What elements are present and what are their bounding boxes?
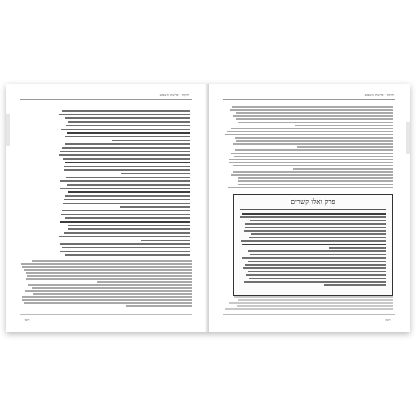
text-line [26,278,192,280]
text-line [65,117,190,119]
text-line [238,184,393,186]
text-line [250,254,386,256]
text-line [248,271,386,273]
text-line [64,199,190,201]
chapter-box-text [240,213,386,291]
left-page [6,84,207,332]
text-line [235,137,394,139]
text-line [242,213,386,215]
chapter-box-rule [240,209,386,210]
text-line [248,250,386,252]
text-line [60,221,190,223]
right-header-rule [223,99,395,100]
text-line [26,272,192,274]
text-line [65,195,190,197]
text-line [229,162,394,164]
open-book [6,84,410,332]
text-line [248,261,386,263]
text-line [238,122,393,124]
text-line [238,177,393,179]
text-line [295,125,393,127]
text-line [65,254,190,256]
text-line [324,284,386,286]
left-main-text [58,110,190,258]
chapter-box [233,194,393,296]
left-header-rule [20,99,192,100]
text-line [244,281,386,283]
text-line [60,188,190,190]
text-line [59,154,191,156]
text-line [233,171,393,173]
text-line [244,230,386,232]
text-line [236,140,393,142]
text-line [60,251,191,253]
text-line [126,305,192,307]
text-line [251,233,386,235]
right-page-number: רטז [385,318,391,322]
text-line [246,274,386,276]
text-line [66,177,190,179]
text-line [236,118,393,120]
text-line [329,247,386,249]
text-line [63,158,190,160]
text-line [65,143,190,145]
text-line [245,227,387,229]
text-line [236,112,393,114]
right-footer-rule [223,314,395,315]
text-line [68,228,190,230]
text-line [233,115,393,117]
left-running-head: חוקת · פרשת השבוע [159,93,189,97]
text-line [245,264,386,266]
text-line [21,263,192,265]
text-line [64,232,190,234]
text-line [242,257,386,259]
text-line [33,293,192,295]
text-line [64,169,190,171]
left-footer-rule [20,314,192,315]
text-line [25,290,192,292]
text-line [59,114,190,116]
text-line [22,266,192,268]
text-line [32,260,192,262]
text-line [238,180,393,182]
text-line [250,220,386,222]
right-margin-tab [406,122,410,154]
text-line [234,296,393,298]
right-running-head: חוקת · פרשת השבוע [364,93,394,97]
left-footnotes [20,260,192,310]
text-line [65,162,190,164]
text-line [60,151,190,153]
text-line [63,203,190,205]
text-line [228,187,393,189]
right-footnotes [225,296,393,312]
text-line [64,166,190,168]
text-line [225,134,393,136]
text-line [120,206,190,208]
text-line [66,125,190,127]
text-line [241,240,386,242]
text-line [24,302,192,304]
text-line [227,131,393,133]
text-line [293,168,393,170]
left-page-number: רטו [24,318,30,322]
text-line [62,210,190,212]
left-margin-tab [6,114,10,146]
chapter-box-title: פרק ואלו קשרים [290,198,336,206]
text-line [121,173,190,175]
text-line [238,299,393,301]
text-line [242,244,386,246]
text-line [65,217,190,219]
text-line [62,247,190,249]
text-line [67,184,190,186]
text-line [60,243,190,245]
text-line [22,296,192,298]
text-line [231,153,393,155]
text-line [24,269,192,271]
text-line [234,156,393,158]
text-line [28,284,192,286]
right-commentary [225,106,393,190]
text-line [61,214,190,216]
text-line [245,223,386,225]
text-line [233,165,393,167]
text-line [230,109,393,111]
text-line [60,180,190,182]
text-line [231,128,393,130]
text-line [68,225,190,227]
text-line [229,159,393,161]
text-line [243,267,386,269]
text-line [68,191,190,193]
text-line [61,129,191,131]
text-line [231,174,393,176]
text-line [65,136,190,138]
text-line [240,216,386,218]
text-line [229,302,393,304]
text-line [62,147,190,149]
text-line [67,132,191,134]
text-line [68,121,191,123]
text-line [22,299,192,301]
text-line [232,106,393,108]
text-line [97,281,192,283]
text-line [249,278,386,280]
text-line [249,237,386,239]
text-line [27,275,192,277]
right-page [209,84,410,332]
text-line [237,305,393,307]
text-line [141,240,191,242]
text-line [233,143,393,145]
text-line [225,308,393,310]
text-line [32,287,192,289]
text-line [59,236,190,238]
text-line [235,149,394,151]
text-line [112,140,190,142]
text-line [297,146,393,148]
text-line [62,110,190,112]
